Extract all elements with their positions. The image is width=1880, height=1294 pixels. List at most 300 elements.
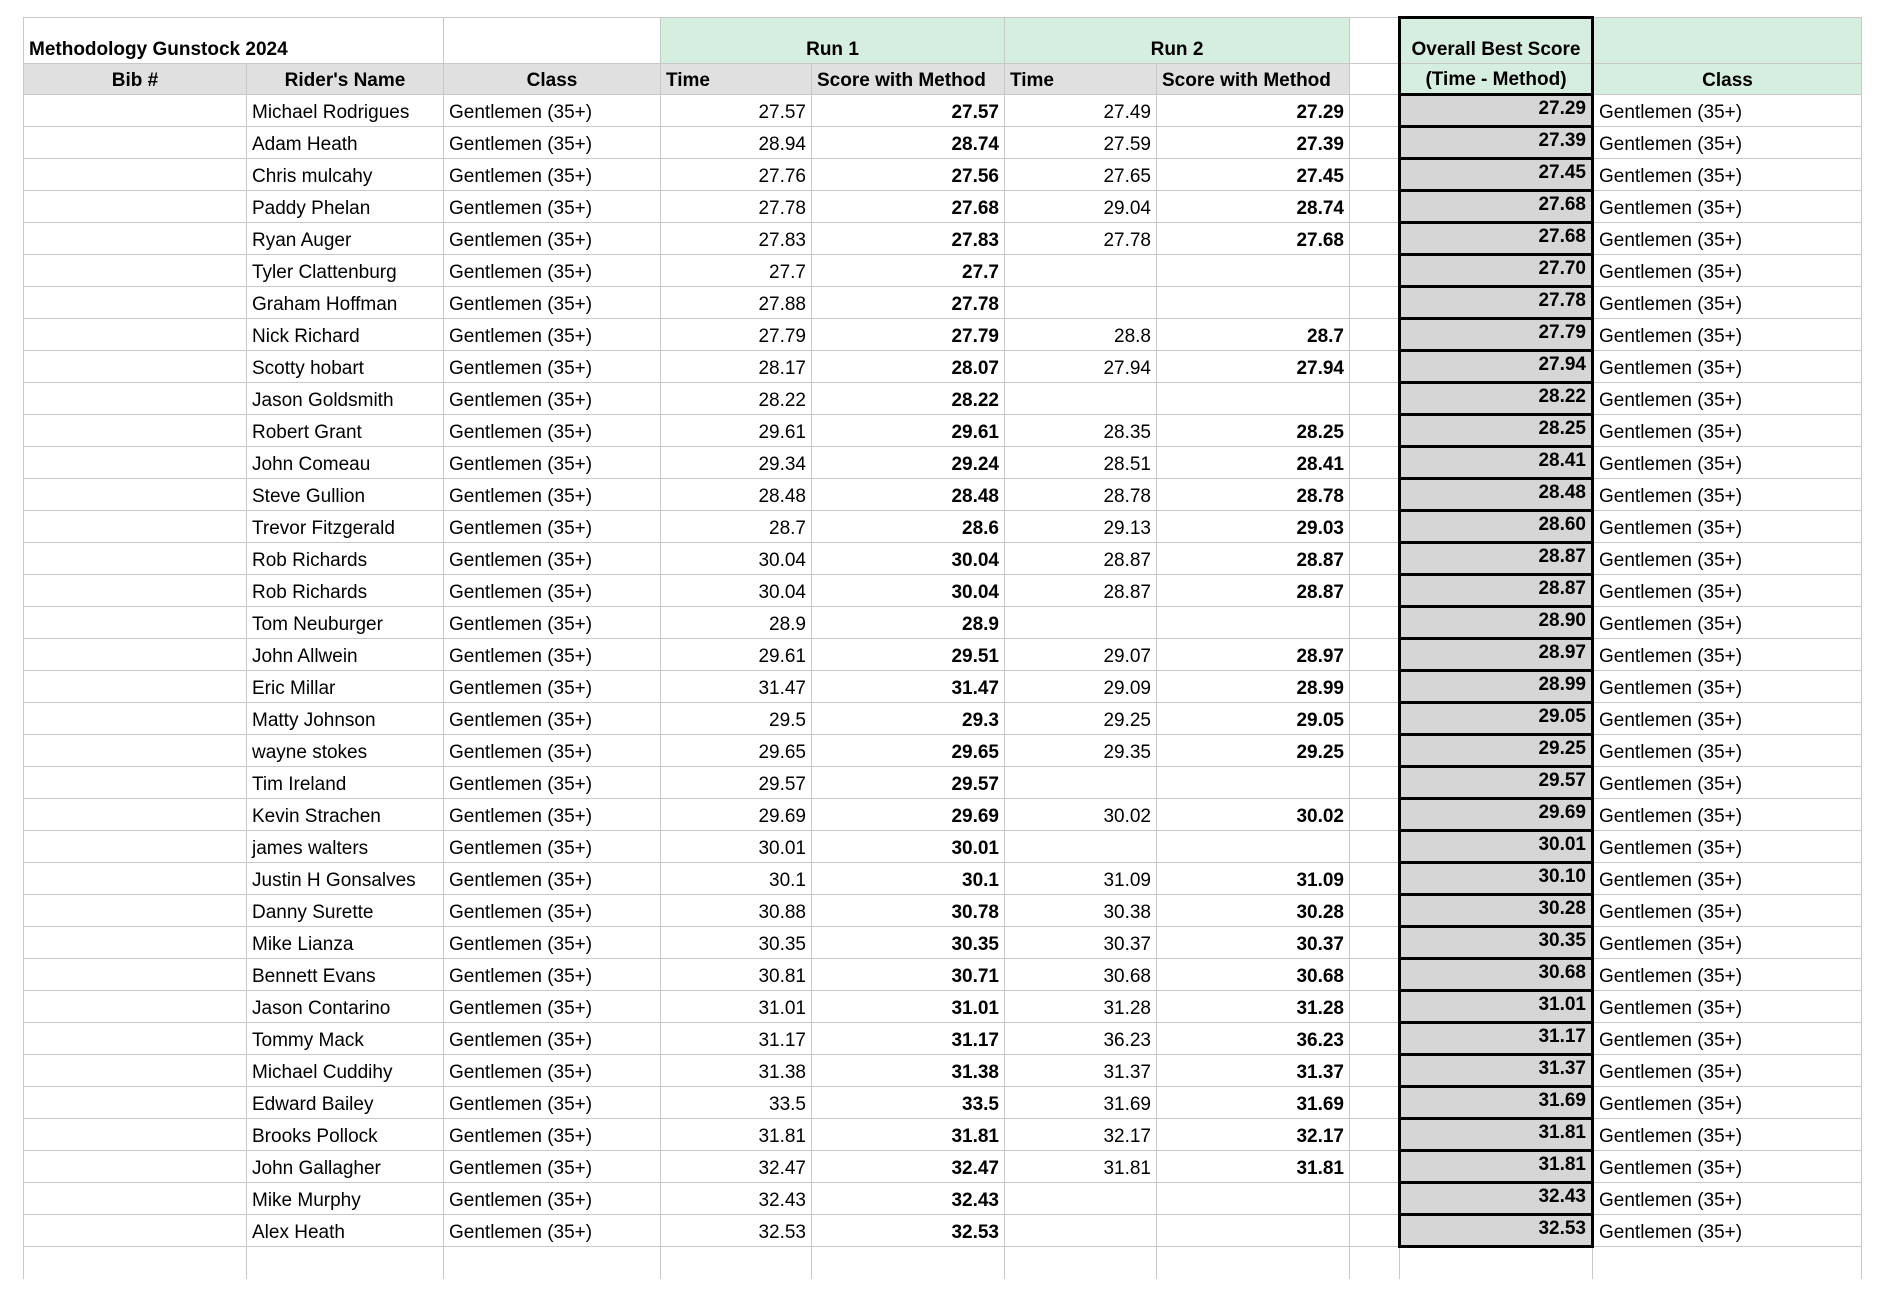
rider-name-cell[interactable]: Tyler Clattenburg	[247, 255, 444, 287]
run2-score-cell[interactable]: 28.87	[1157, 543, 1350, 575]
bib-cell[interactable]	[24, 991, 247, 1023]
bib-cell[interactable]	[24, 191, 247, 223]
run1-time-cell[interactable]: 30.01	[661, 831, 812, 863]
overall-best-cell[interactable]: 28.99	[1400, 671, 1593, 703]
run2-time-cell[interactable]: 31.81	[1005, 1151, 1157, 1183]
class2-cell[interactable]: Gentlemen (35+)	[1593, 799, 1862, 831]
run1-score-cell[interactable]: 31.38	[812, 1055, 1005, 1087]
run1-score-cell[interactable]: 28.74	[812, 127, 1005, 159]
bib-cell[interactable]	[24, 479, 247, 511]
run1-score-cell[interactable]: 29.69	[812, 799, 1005, 831]
run1-score-header[interactable]: Score with Method	[812, 64, 1005, 95]
bib-cell[interactable]	[24, 255, 247, 287]
run1-time-cell[interactable]: 30.04	[661, 575, 812, 607]
spacer-cell[interactable]	[1350, 1023, 1400, 1055]
class2-cell[interactable]: Gentlemen (35+)	[1593, 575, 1862, 607]
run2-time-header[interactable]: Time	[1005, 64, 1157, 95]
spacer-cell[interactable]	[1350, 1151, 1400, 1183]
class-cell[interactable]: Gentlemen (35+)	[444, 1087, 661, 1119]
spacer-cell[interactable]	[1350, 735, 1400, 767]
class-cell[interactable]: Gentlemen (35+)	[444, 927, 661, 959]
run2-score-cell[interactable]: 28.99	[1157, 671, 1350, 703]
run2-score-cell[interactable]: 29.05	[1157, 703, 1350, 735]
spacer-cell[interactable]	[1350, 863, 1400, 895]
rider-name-cell[interactable]: Alex Heath	[247, 1215, 444, 1247]
run1-time-cell[interactable]: 30.04	[661, 543, 812, 575]
run2-time-cell[interactable]: 28.8	[1005, 319, 1157, 351]
run2-time-cell[interactable]: 29.13	[1005, 511, 1157, 543]
bib-cell[interactable]	[24, 767, 247, 799]
spacer-cell[interactable]	[1350, 1119, 1400, 1151]
spacer-cell[interactable]	[1350, 671, 1400, 703]
rider-name-cell[interactable]: Steve Gullion	[247, 479, 444, 511]
run1-score-cell[interactable]: 30.71	[812, 959, 1005, 991]
overall-best-cell[interactable]: 30.35	[1400, 927, 1593, 959]
rider-name-cell[interactable]: John Comeau	[247, 447, 444, 479]
class-cell[interactable]: Gentlemen (35+)	[444, 863, 661, 895]
run1-header[interactable]: Run 1	[661, 18, 1005, 64]
bib-cell[interactable]	[24, 127, 247, 159]
empty-cell[interactable]	[1400, 1247, 1593, 1279]
run2-time-cell[interactable]: 29.35	[1005, 735, 1157, 767]
run1-score-cell[interactable]: 28.48	[812, 479, 1005, 511]
run2-score-cell[interactable]: 36.23	[1157, 1023, 1350, 1055]
empty-cell[interactable]	[247, 1247, 444, 1279]
run1-time-cell[interactable]: 28.48	[661, 479, 812, 511]
bib-cell[interactable]	[24, 575, 247, 607]
class2-cell[interactable]: Gentlemen (35+)	[1593, 991, 1862, 1023]
run1-score-cell[interactable]: 29.3	[812, 703, 1005, 735]
rider-name-cell[interactable]: Brooks Pollock	[247, 1119, 444, 1151]
run2-score-cell[interactable]: 31.69	[1157, 1087, 1350, 1119]
spacer-cell[interactable]	[1350, 191, 1400, 223]
run1-time-cell[interactable]: 29.61	[661, 639, 812, 671]
run1-score-cell[interactable]: 32.43	[812, 1183, 1005, 1215]
overall-best-cell[interactable]: 28.22	[1400, 383, 1593, 415]
run2-score-cell[interactable]: 28.41	[1157, 447, 1350, 479]
class2-cell[interactable]: Gentlemen (35+)	[1593, 639, 1862, 671]
run1-time-cell[interactable]: 28.17	[661, 351, 812, 383]
run1-score-cell[interactable]: 31.17	[812, 1023, 1005, 1055]
bib-cell[interactable]	[24, 1055, 247, 1087]
class-cell[interactable]: Gentlemen (35+)	[444, 543, 661, 575]
spacer-cell[interactable]	[1350, 767, 1400, 799]
spacer-cell[interactable]	[1350, 543, 1400, 575]
class2-cell[interactable]: Gentlemen (35+)	[1593, 1183, 1862, 1215]
rider-name-cell[interactable]: Tim Ireland	[247, 767, 444, 799]
class2-cell[interactable]: Gentlemen (35+)	[1593, 895, 1862, 927]
run2-time-cell[interactable]	[1005, 287, 1157, 319]
rider-name-cell[interactable]: John Allwein	[247, 639, 444, 671]
run2-score-cell[interactable]: 30.37	[1157, 927, 1350, 959]
spacer-cell[interactable]	[1350, 319, 1400, 351]
empty-cell[interactable]	[444, 18, 661, 64]
class-cell[interactable]: Gentlemen (35+)	[444, 351, 661, 383]
run1-score-cell[interactable]: 27.78	[812, 287, 1005, 319]
spacer-cell[interactable]	[1350, 287, 1400, 319]
class-cell[interactable]: Gentlemen (35+)	[444, 1215, 661, 1247]
overall-best-subheader[interactable]: (Time - Method)	[1400, 64, 1593, 95]
run1-score-cell[interactable]: 27.68	[812, 191, 1005, 223]
overall-best-cell[interactable]: 29.25	[1400, 735, 1593, 767]
overall-best-cell[interactable]: 28.48	[1400, 479, 1593, 511]
rider-name-cell[interactable]: Eric Millar	[247, 671, 444, 703]
overall-best-cell[interactable]: 31.37	[1400, 1055, 1593, 1087]
spacer-cell[interactable]	[1350, 127, 1400, 159]
class2-cell[interactable]: Gentlemen (35+)	[1593, 767, 1862, 799]
bib-cell[interactable]	[24, 415, 247, 447]
run1-time-cell[interactable]: 32.47	[661, 1151, 812, 1183]
overall-best-cell[interactable]: 30.10	[1400, 863, 1593, 895]
run1-time-cell[interactable]: 29.69	[661, 799, 812, 831]
run1-score-cell[interactable]: 28.07	[812, 351, 1005, 383]
run1-time-cell[interactable]: 29.57	[661, 767, 812, 799]
run1-time-cell[interactable]: 31.47	[661, 671, 812, 703]
rider-name-cell[interactable]: Rob Richards	[247, 575, 444, 607]
rider-name-cell[interactable]: Danny Surette	[247, 895, 444, 927]
class2-cell[interactable]: Gentlemen (35+)	[1593, 127, 1862, 159]
run2-score-cell[interactable]: 29.25	[1157, 735, 1350, 767]
run1-score-cell[interactable]: 28.9	[812, 607, 1005, 639]
class-cell[interactable]: Gentlemen (35+)	[444, 831, 661, 863]
overall-best-cell[interactable]: 31.81	[1400, 1151, 1593, 1183]
run1-score-cell[interactable]: 31.01	[812, 991, 1005, 1023]
run2-score-cell[interactable]: 28.25	[1157, 415, 1350, 447]
class2-cell[interactable]: Gentlemen (35+)	[1593, 927, 1862, 959]
class-cell[interactable]: Gentlemen (35+)	[444, 415, 661, 447]
run2-score-cell[interactable]: 27.94	[1157, 351, 1350, 383]
empty-cell[interactable]	[1157, 1247, 1350, 1279]
run2-time-cell[interactable]: 27.94	[1005, 351, 1157, 383]
class-cell[interactable]: Gentlemen (35+)	[444, 1055, 661, 1087]
run1-time-cell[interactable]: 31.17	[661, 1023, 812, 1055]
overall-best-cell[interactable]: 31.01	[1400, 991, 1593, 1023]
class-cell[interactable]: Gentlemen (35+)	[444, 575, 661, 607]
run1-score-cell[interactable]: 33.5	[812, 1087, 1005, 1119]
overall-best-header[interactable]: Overall Best Score	[1400, 18, 1593, 64]
run2-score-cell[interactable]: 30.02	[1157, 799, 1350, 831]
class-cell[interactable]: Gentlemen (35+)	[444, 223, 661, 255]
run1-time-cell[interactable]: 31.38	[661, 1055, 812, 1087]
overall-best-cell[interactable]: 32.43	[1400, 1183, 1593, 1215]
run1-time-cell[interactable]: 31.81	[661, 1119, 812, 1151]
run2-time-cell[interactable]: 30.38	[1005, 895, 1157, 927]
bib-cell[interactable]	[24, 287, 247, 319]
rider-name-cell[interactable]: Mike Lianza	[247, 927, 444, 959]
bib-cell[interactable]	[24, 607, 247, 639]
class-cell[interactable]: Gentlemen (35+)	[444, 799, 661, 831]
run2-score-cell[interactable]: 31.81	[1157, 1151, 1350, 1183]
overall-best-cell[interactable]: 31.17	[1400, 1023, 1593, 1055]
run1-time-cell[interactable]: 29.34	[661, 447, 812, 479]
spacer-cell[interactable]	[1350, 959, 1400, 991]
rider-name-cell[interactable]: Ryan Auger	[247, 223, 444, 255]
run1-time-cell[interactable]: 28.22	[661, 383, 812, 415]
run1-score-cell[interactable]: 29.65	[812, 735, 1005, 767]
bib-cell[interactable]	[24, 1023, 247, 1055]
run1-time-cell[interactable]: 30.81	[661, 959, 812, 991]
run1-time-cell[interactable]: 28.94	[661, 127, 812, 159]
class2-cell[interactable]: Gentlemen (35+)	[1593, 1087, 1862, 1119]
run2-score-cell[interactable]: 30.28	[1157, 895, 1350, 927]
spacer-cell[interactable]	[1350, 223, 1400, 255]
run2-time-cell[interactable]: 36.23	[1005, 1023, 1157, 1055]
class2-cell[interactable]: Gentlemen (35+)	[1593, 191, 1862, 223]
bib-cell[interactable]	[24, 671, 247, 703]
rider-name-cell[interactable]: Jason Contarino	[247, 991, 444, 1023]
rider-name-cell[interactable]: Paddy Phelan	[247, 191, 444, 223]
sheet-title[interactable]: Methodology Gunstock 2024	[24, 18, 444, 64]
run1-time-cell[interactable]: 30.88	[661, 895, 812, 927]
run2-time-cell[interactable]: 32.17	[1005, 1119, 1157, 1151]
run1-score-cell[interactable]: 29.57	[812, 767, 1005, 799]
rider-name-cell[interactable]: Tommy Mack	[247, 1023, 444, 1055]
class2-cell[interactable]: Gentlemen (35+)	[1593, 543, 1862, 575]
run2-score-cell[interactable]: 28.7	[1157, 319, 1350, 351]
run1-score-cell[interactable]: 29.51	[812, 639, 1005, 671]
run2-time-cell[interactable]	[1005, 831, 1157, 863]
run1-score-cell[interactable]: 30.04	[812, 543, 1005, 575]
overall-best-cell[interactable]: 27.68	[1400, 191, 1593, 223]
empty-cell[interactable]	[1350, 1247, 1400, 1279]
run1-score-cell[interactable]: 32.47	[812, 1151, 1005, 1183]
run1-time-cell[interactable]: 28.9	[661, 607, 812, 639]
run1-score-cell[interactable]: 27.79	[812, 319, 1005, 351]
run2-time-cell[interactable]: 27.49	[1005, 95, 1157, 127]
class-cell[interactable]: Gentlemen (35+)	[444, 959, 661, 991]
run2-score-header[interactable]: Score with Method	[1157, 64, 1350, 95]
run1-score-cell[interactable]: 31.81	[812, 1119, 1005, 1151]
overall-best-cell[interactable]: 28.87	[1400, 543, 1593, 575]
overall-best-cell[interactable]: 27.70	[1400, 255, 1593, 287]
overall-best-cell[interactable]: 27.45	[1400, 159, 1593, 191]
run1-time-cell[interactable]: 27.7	[661, 255, 812, 287]
class2-cell[interactable]: Gentlemen (35+)	[1593, 511, 1862, 543]
class-cell[interactable]: Gentlemen (35+)	[444, 383, 661, 415]
class2-cell[interactable]: Gentlemen (35+)	[1593, 703, 1862, 735]
run2-time-cell[interactable]	[1005, 1215, 1157, 1247]
empty-cell[interactable]	[444, 1247, 661, 1279]
class2-cell[interactable]: Gentlemen (35+)	[1593, 415, 1862, 447]
rider-name-cell[interactable]: Jason Goldsmith	[247, 383, 444, 415]
bib-cell[interactable]	[24, 1119, 247, 1151]
class-cell[interactable]: Gentlemen (35+)	[444, 639, 661, 671]
run1-time-cell[interactable]: 27.76	[661, 159, 812, 191]
rider-name-header[interactable]: Rider's Name	[247, 64, 444, 95]
spacer-cell[interactable]	[1350, 639, 1400, 671]
bib-cell[interactable]	[24, 223, 247, 255]
run1-time-header[interactable]: Time	[661, 64, 812, 95]
bib-cell[interactable]	[24, 1087, 247, 1119]
overall-best-cell[interactable]: 28.97	[1400, 639, 1593, 671]
class2-cell[interactable]: Gentlemen (35+)	[1593, 159, 1862, 191]
run2-score-cell[interactable]: 27.68	[1157, 223, 1350, 255]
class2-cell[interactable]: Gentlemen (35+)	[1593, 1151, 1862, 1183]
run1-time-cell[interactable]: 29.61	[661, 415, 812, 447]
overall-best-cell[interactable]: 28.87	[1400, 575, 1593, 607]
empty-cell[interactable]	[1593, 1247, 1862, 1279]
run2-time-cell[interactable]: 30.68	[1005, 959, 1157, 991]
bib-cell[interactable]	[24, 511, 247, 543]
class2-cell[interactable]: Gentlemen (35+)	[1593, 831, 1862, 863]
class-cell[interactable]: Gentlemen (35+)	[444, 607, 661, 639]
spacer-cell[interactable]	[1350, 1215, 1400, 1247]
run1-score-cell[interactable]: 27.57	[812, 95, 1005, 127]
run2-score-cell[interactable]: 31.09	[1157, 863, 1350, 895]
run2-time-cell[interactable]: 28.87	[1005, 575, 1157, 607]
class-cell[interactable]: Gentlemen (35+)	[444, 95, 661, 127]
run2-score-cell[interactable]: 28.87	[1157, 575, 1350, 607]
run1-time-cell[interactable]: 31.01	[661, 991, 812, 1023]
class-cell[interactable]: Gentlemen (35+)	[444, 1023, 661, 1055]
class2-cell[interactable]: Gentlemen (35+)	[1593, 287, 1862, 319]
spacer-cell[interactable]	[1350, 64, 1400, 95]
run2-time-cell[interactable]: 29.04	[1005, 191, 1157, 223]
run2-score-cell[interactable]: 28.74	[1157, 191, 1350, 223]
spacer-cell[interactable]	[1350, 703, 1400, 735]
rider-name-cell[interactable]: Rob Richards	[247, 543, 444, 575]
bib-cell[interactable]	[24, 351, 247, 383]
overall-best-cell[interactable]: 31.69	[1400, 1087, 1593, 1119]
bib-cell[interactable]	[24, 639, 247, 671]
rider-name-cell[interactable]: Kevin Strachen	[247, 799, 444, 831]
bib-cell[interactable]	[24, 543, 247, 575]
rider-name-cell[interactable]: Adam Heath	[247, 127, 444, 159]
rider-name-cell[interactable]: Trevor Fitzgerald	[247, 511, 444, 543]
rider-name-cell[interactable]: Nick Richard	[247, 319, 444, 351]
bib-cell[interactable]	[24, 447, 247, 479]
class2-cell[interactable]: Gentlemen (35+)	[1593, 1023, 1862, 1055]
run2-score-cell[interactable]: 28.78	[1157, 479, 1350, 511]
class-cell[interactable]: Gentlemen (35+)	[444, 159, 661, 191]
overall-best-cell[interactable]: 28.41	[1400, 447, 1593, 479]
run1-time-cell[interactable]: 27.78	[661, 191, 812, 223]
run2-time-cell[interactable]: 31.28	[1005, 991, 1157, 1023]
bib-cell[interactable]	[24, 383, 247, 415]
run2-score-cell[interactable]	[1157, 831, 1350, 863]
run1-score-cell[interactable]: 29.61	[812, 415, 1005, 447]
class-cell[interactable]: Gentlemen (35+)	[444, 1119, 661, 1151]
bib-cell[interactable]	[24, 735, 247, 767]
class2-cell[interactable]: Gentlemen (35+)	[1593, 735, 1862, 767]
class-header[interactable]: Class	[444, 64, 661, 95]
rider-name-cell[interactable]: Michael Rodrigues	[247, 95, 444, 127]
run1-score-cell[interactable]: 31.47	[812, 671, 1005, 703]
class2-cell[interactable]: Gentlemen (35+)	[1593, 319, 1862, 351]
spacer-cell[interactable]	[1350, 18, 1400, 64]
run2-time-cell[interactable]: 27.65	[1005, 159, 1157, 191]
bib-cell[interactable]	[24, 95, 247, 127]
run2-time-cell[interactable]	[1005, 767, 1157, 799]
run2-time-cell[interactable]	[1005, 383, 1157, 415]
spacer-cell[interactable]	[1350, 831, 1400, 863]
overall-best-cell[interactable]: 27.39	[1400, 127, 1593, 159]
rider-name-cell[interactable]: wayne stokes	[247, 735, 444, 767]
bib-cell[interactable]	[24, 319, 247, 351]
bib-cell[interactable]	[24, 927, 247, 959]
run2-time-cell[interactable]: 31.69	[1005, 1087, 1157, 1119]
run2-time-cell[interactable]: 30.37	[1005, 927, 1157, 959]
run1-score-cell[interactable]: 30.78	[812, 895, 1005, 927]
run1-score-cell[interactable]: 28.22	[812, 383, 1005, 415]
run2-time-cell[interactable]: 28.35	[1005, 415, 1157, 447]
class-cell[interactable]: Gentlemen (35+)	[444, 1183, 661, 1215]
class2-cell[interactable]: Gentlemen (35+)	[1593, 607, 1862, 639]
run2-header[interactable]: Run 2	[1005, 18, 1350, 64]
run2-score-cell[interactable]: 27.29	[1157, 95, 1350, 127]
class-cell[interactable]: Gentlemen (35+)	[444, 1151, 661, 1183]
run2-score-cell[interactable]	[1157, 287, 1350, 319]
overall-best-cell[interactable]: 31.81	[1400, 1119, 1593, 1151]
run2-score-cell[interactable]	[1157, 255, 1350, 287]
run2-score-cell[interactable]: 31.37	[1157, 1055, 1350, 1087]
run2-time-cell[interactable]: 29.25	[1005, 703, 1157, 735]
run1-time-cell[interactable]: 29.5	[661, 703, 812, 735]
class-cell[interactable]: Gentlemen (35+)	[444, 735, 661, 767]
class-cell[interactable]: Gentlemen (35+)	[444, 287, 661, 319]
run2-time-cell[interactable]	[1005, 607, 1157, 639]
bib-cell[interactable]	[24, 799, 247, 831]
spacer-cell[interactable]	[1350, 1087, 1400, 1119]
class2-cell[interactable]: Gentlemen (35+)	[1593, 959, 1862, 991]
run2-score-cell[interactable]: 29.03	[1157, 511, 1350, 543]
overall-best-cell[interactable]: 32.53	[1400, 1215, 1593, 1247]
class-cell[interactable]: Gentlemen (35+)	[444, 991, 661, 1023]
bib-header[interactable]: Bib #	[24, 64, 247, 95]
class2-header[interactable]: Class	[1593, 64, 1862, 95]
rider-name-cell[interactable]: Edward Bailey	[247, 1087, 444, 1119]
class-header-spacer[interactable]	[1593, 18, 1862, 64]
overall-best-cell[interactable]: 30.68	[1400, 959, 1593, 991]
run2-time-cell[interactable]: 29.07	[1005, 639, 1157, 671]
run2-time-cell[interactable]: 30.02	[1005, 799, 1157, 831]
bib-cell[interactable]	[24, 863, 247, 895]
run1-time-cell[interactable]: 30.35	[661, 927, 812, 959]
spacer-cell[interactable]	[1350, 1055, 1400, 1087]
bib-cell[interactable]	[24, 831, 247, 863]
rider-name-cell[interactable]: james walters	[247, 831, 444, 863]
run1-time-cell[interactable]: 27.57	[661, 95, 812, 127]
run1-time-cell[interactable]: 29.65	[661, 735, 812, 767]
class-cell[interactable]: Gentlemen (35+)	[444, 127, 661, 159]
run1-time-cell[interactable]: 27.83	[661, 223, 812, 255]
run1-time-cell[interactable]: 28.7	[661, 511, 812, 543]
rider-name-cell[interactable]: Justin H Gonsalves	[247, 863, 444, 895]
run2-time-cell[interactable]: 31.37	[1005, 1055, 1157, 1087]
bib-cell[interactable]	[24, 1215, 247, 1247]
run2-time-cell[interactable]: 27.78	[1005, 223, 1157, 255]
run2-score-cell[interactable]	[1157, 1183, 1350, 1215]
run1-score-cell[interactable]: 27.83	[812, 223, 1005, 255]
run2-score-cell[interactable]: 31.28	[1157, 991, 1350, 1023]
class2-cell[interactable]: Gentlemen (35+)	[1593, 383, 1862, 415]
class2-cell[interactable]: Gentlemen (35+)	[1593, 671, 1862, 703]
run1-time-cell[interactable]: 32.43	[661, 1183, 812, 1215]
overall-best-cell[interactable]: 27.78	[1400, 287, 1593, 319]
run1-score-cell[interactable]: 30.1	[812, 863, 1005, 895]
class-cell[interactable]: Gentlemen (35+)	[444, 447, 661, 479]
run2-score-cell[interactable]	[1157, 383, 1350, 415]
overall-best-cell[interactable]: 27.68	[1400, 223, 1593, 255]
bib-cell[interactable]	[24, 959, 247, 991]
bib-cell[interactable]	[24, 703, 247, 735]
rider-name-cell[interactable]: John Gallagher	[247, 1151, 444, 1183]
run1-time-cell[interactable]: 27.88	[661, 287, 812, 319]
overall-best-cell[interactable]: 28.60	[1400, 511, 1593, 543]
rider-name-cell[interactable]: Bennett Evans	[247, 959, 444, 991]
run1-score-cell[interactable]: 28.6	[812, 511, 1005, 543]
run2-time-cell[interactable]: 28.51	[1005, 447, 1157, 479]
